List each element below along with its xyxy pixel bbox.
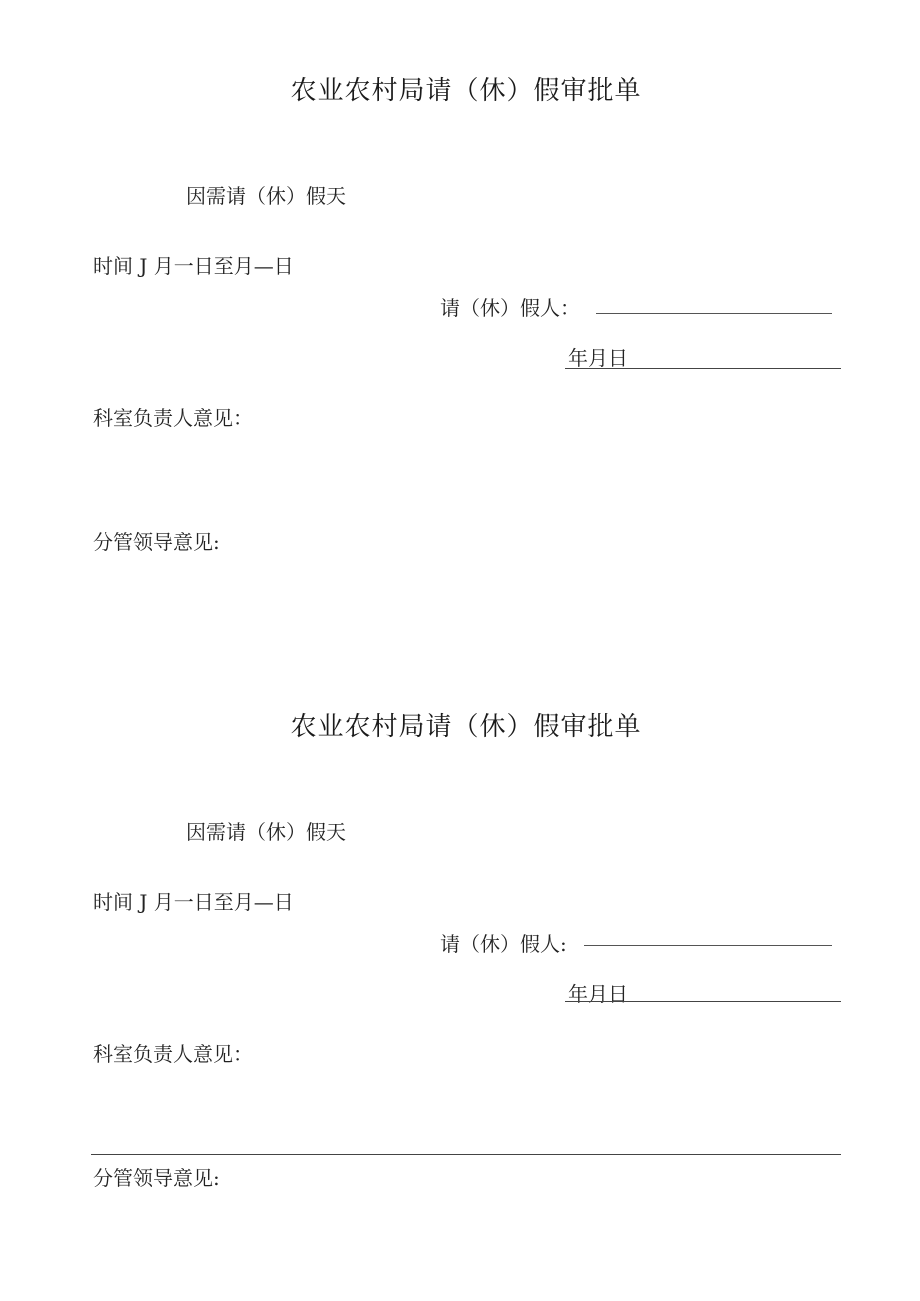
- applicant-signature-line: [596, 313, 832, 314]
- date-underline: [565, 1001, 841, 1002]
- leader-opinion-label: 分管领导意见:: [93, 1166, 220, 1190]
- applicant-signature-line: [584, 945, 832, 946]
- leave-form-2: [0, 636, 920, 1276]
- leave-time-line: 时间 J 月一日至月—日: [93, 254, 294, 278]
- leave-reason-line: 因需请（休）假天: [186, 184, 346, 208]
- leader-opinion-label: 分管领导意见:: [93, 530, 220, 554]
- date-underline: [565, 368, 841, 369]
- date-label: 年月日: [568, 346, 628, 370]
- date-label: 年月日: [568, 982, 628, 1006]
- applicant-label: 请（休）假人:: [440, 932, 567, 956]
- form-title: 农业农村局请（休）假审批单: [290, 76, 642, 106]
- section-divider: [91, 1154, 841, 1155]
- leave-form-1: [0, 0, 920, 640]
- leave-reason-line: 因需请（休）假天: [186, 820, 346, 844]
- department-opinion-label: 科室负责人意见：: [93, 1042, 253, 1066]
- form-title: 农业农村局请（休）假审批单: [290, 712, 642, 742]
- department-opinion-label: 科室负责人意见：: [93, 406, 253, 430]
- leave-time-line: 时间 J 月一日至月—日: [93, 890, 294, 914]
- applicant-label: 请（休）假人：: [440, 296, 580, 320]
